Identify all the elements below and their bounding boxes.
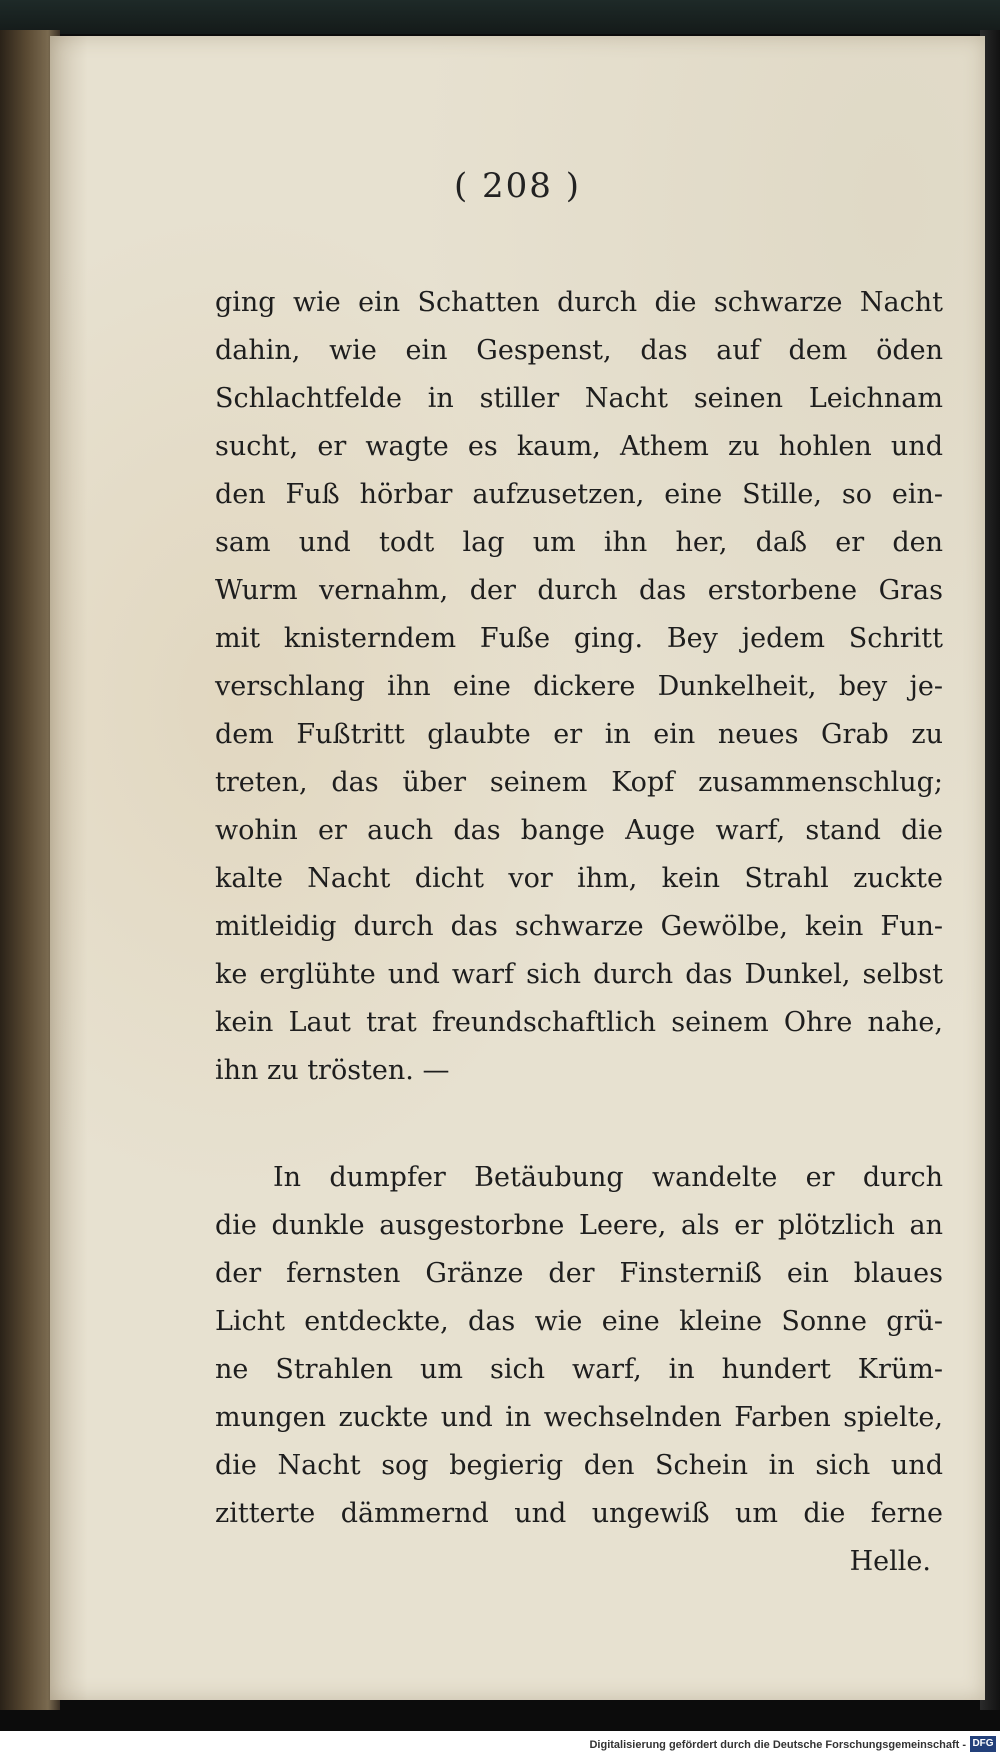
funding-credit: Digitalisierung gefördert durch die Deutsche Forschungsgemeinschaft - [589, 1739, 966, 1751]
text-line: die dunkle ausgestorbne Leere, als er plötzlich an [215, 1210, 943, 1241]
text-line: treten, das über seinem Kopf zusammenschlug; [215, 767, 943, 798]
text-line: mitleidig durch das schwarze Gewölbe, kein Fun- [215, 911, 943, 942]
text-line: dahin, wie ein Gespenst, das auf dem öden [215, 335, 943, 366]
text-line: sam und todt lag um ihn her, daß er den [215, 527, 943, 558]
text-line: In dumpfer Betäubung wandelte er durch [273, 1162, 943, 1193]
paragraph-2 [215, 1154, 943, 1586]
text-line: wohin er auch das bange Auge warf, stand die [215, 815, 943, 846]
text-line: Schlachtfelde in stiller Nacht seinen Leichnam [215, 383, 943, 414]
text-line: verschlang ihn eine dickere Dunkelheit, bey je- [215, 671, 943, 702]
dfg-logo: DFG [970, 1736, 996, 1752]
text-line: Licht entdeckte, das wie eine kleine Sonne grü- [215, 1306, 943, 1337]
text-line: ging wie ein Schatten durch die schwarze Nacht [215, 287, 943, 318]
text-line: mungen zuckte und in wechselnden Farben spielte, [215, 1402, 943, 1433]
paragraph-1 [215, 279, 943, 1095]
page-number: ( 208 ) [453, 166, 582, 206]
text-line: dem Fußtritt glaubte er in ein neues Grab zu [215, 719, 943, 750]
text-line: ke erglühte und warf sich durch das Dunkel, selbst [215, 959, 943, 990]
text-line: der fernsten Gränze der Finsterniß ein blaues [215, 1258, 943, 1289]
text-line: mit knisterndem Fuße ging. Bey jedem Schritt [215, 623, 943, 654]
footer-bar [0, 1731, 1000, 1755]
text-line: zitterte dämmernd und ungewiß um die ferne [215, 1498, 943, 1529]
text-line: Wurm vernahm, der durch das erstorbene Gras [215, 575, 943, 606]
text-line: den Fuß hörbar aufzusetzen, eine Stille, so ein- [215, 479, 943, 510]
text-line: sucht, er wagte es kaum, Athem zu hohlen und [215, 431, 943, 462]
text-line: kalte Nacht dicht vor ihm, kein Strahl zuckte [215, 863, 943, 894]
catchword: Helle. [849, 1546, 931, 1577]
text-line: ihn zu trösten. — [215, 1055, 450, 1086]
text-line: die Nacht sog begierig den Schein in sich und [215, 1450, 943, 1481]
scan-top-border [0, 0, 1000, 34]
text-line: kein Laut trat freundschaftlich seinem Ohre nahe, [215, 1007, 943, 1038]
text-line: ne Strahlen um sich warf, in hundert Krüm- [215, 1354, 943, 1385]
paper-page [50, 36, 985, 1700]
